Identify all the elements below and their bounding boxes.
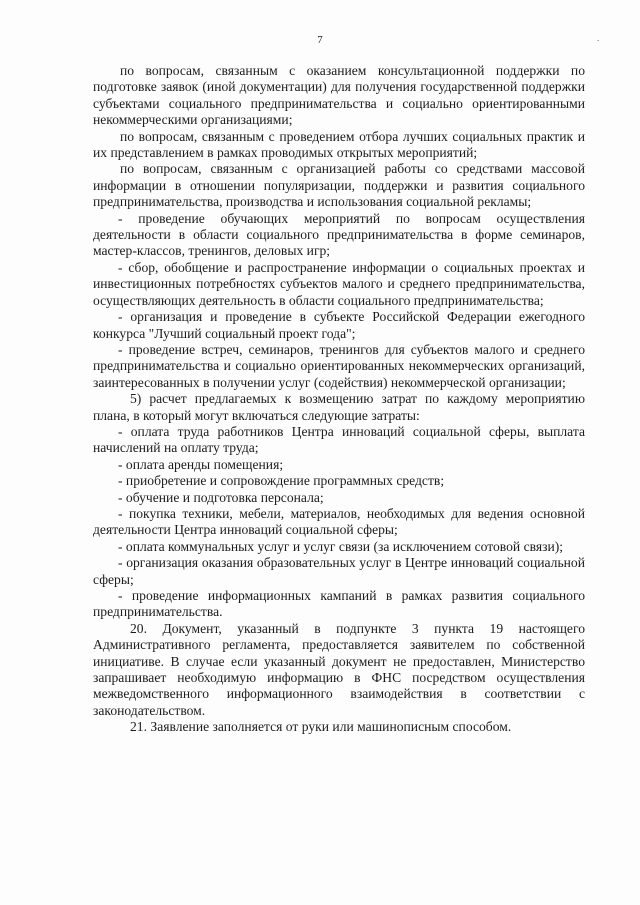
page-number: 7 [317, 34, 323, 46]
numbered-item: 5) расчет предлагаемых к возмещению затрат по каждому мероприятию плана, в который могут включаться следующие затраты: [93, 391, 585, 423]
document-body [93, 63, 585, 736]
list-item: - оплата коммунальных услуг и услуг связи (за исключением сотовой связи); [118, 538, 564, 554]
paragraph: по вопросам, связанным с проведением отбора лучших социальных практик и их представлением в рамках проводимых открытых мероприятий; [93, 128, 585, 161]
clause-paragraph: 21. Заявление заполняется от руки или машинописным способом. [130, 719, 512, 735]
corner-mark: . [597, 33, 600, 43]
list-item: - оплата труда работников Центра инноваций социальной сферы, выплата начислений на оплату труда; [93, 423, 585, 456]
list-item: - проведение информационных кампаний в рамках развития социального предпринимательства. [93, 588, 585, 620]
list-item: - покупка техники, мебели, материалов, необходимых для ведения основной деятельности Центра инноваций социальной сферы; [93, 505, 585, 538]
list-item: - организация и проведение в субъекте Российской Федерации ежегодного конкурса "Лучший социальный проект года"; [93, 309, 585, 341]
list-item: - сбор, обобщение и распространение информации о социальных проектах и инвестиционных потребностях субъектов малого и среднего предпринимательства, осуществляющих деятельность в области социального предпринимательства; [93, 259, 585, 308]
list-item: - оплата аренды помещения; [118, 456, 284, 472]
list-item: - организация оказания образовательных услуг в Центре инноваций социальной сферы; [93, 555, 585, 587]
paragraph: по вопросам, связанным с организацией работы со средствами массовой информации в отношении популяризации, поддержки и развития социального предпринимательства, производства и использования социальной рекламы; [93, 161, 585, 210]
list-item: - приобретение и сопровождение программных средств; [118, 473, 445, 489]
list-item: - проведение обучающих мероприятий по вопросам осуществления деятельности в области социального предпринимательства в форме семинаров, мастер-классов, тренингов, деловых игр; [93, 210, 585, 259]
list-item: - обучение и подготовка персонала; [118, 489, 324, 505]
paragraph: по вопросам, связанным с оказанием консультационной поддержки по подготовке заявок (иной документации) для получения государственной поддержки субъектами социального предпринимательства и социально ориентированными некоммерческими организациями; [93, 63, 585, 128]
list-item: - проведение встреч, семинаров, тренингов для субъектов малого и среднего предпринимательства и социально ориентированных некоммерческих организаций, заинтересованных в получении услуг (содействия) некоммерческой организации; [93, 341, 585, 390]
clause-paragraph: 20. Документ, указанный в подпункте 3 пункта 19 настоящего Административного регламента, предоставляется заявителем по собственной инициативе. В случае если указанный документ не предоставлен, Министерство запрашивает необходимую информацию в ФНС посредством осуществления межведомственного информационного взаимодействия в соответствии с законодательством. [93, 620, 585, 718]
